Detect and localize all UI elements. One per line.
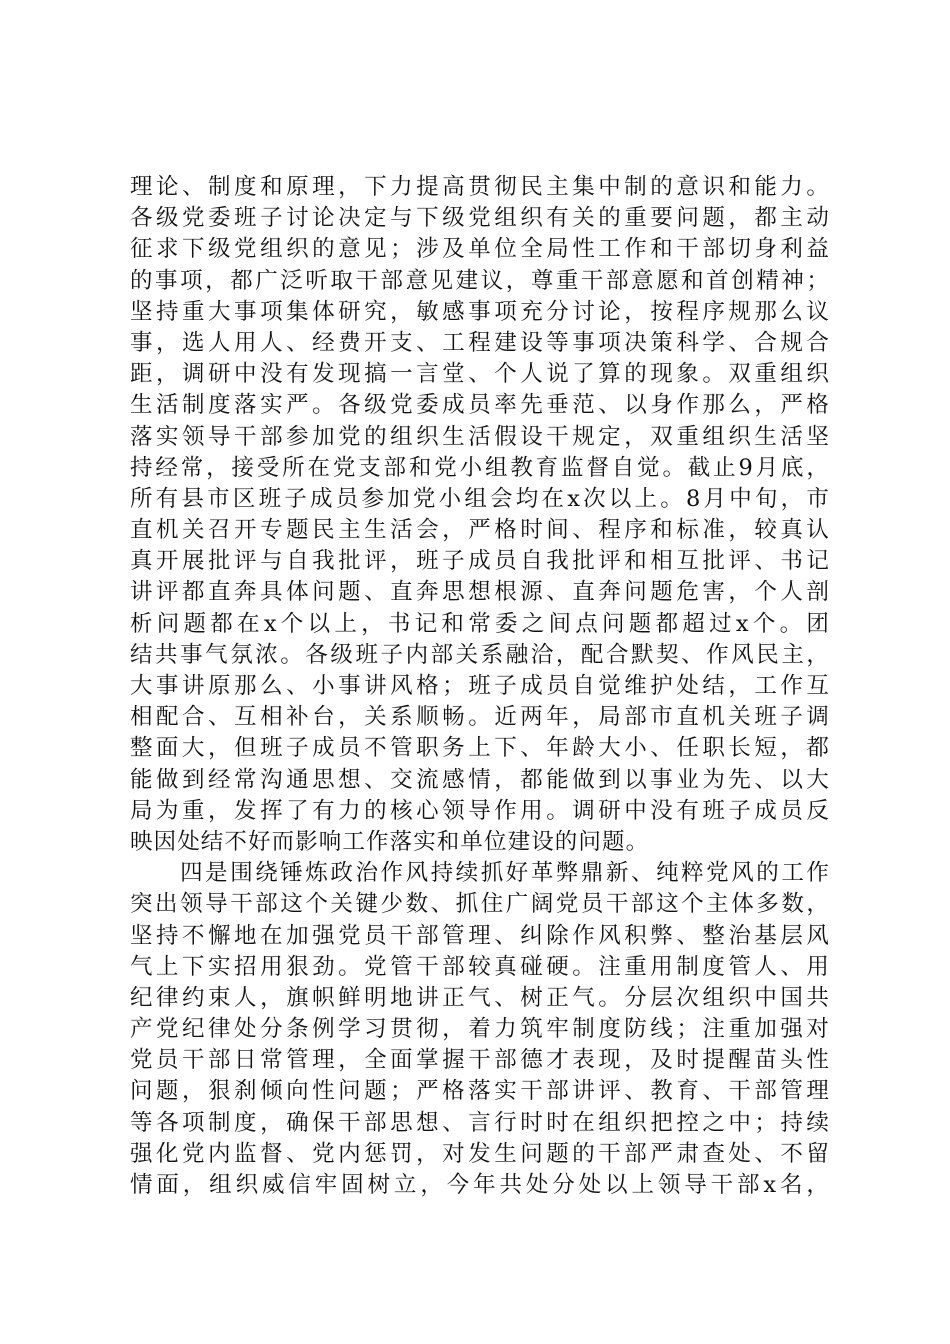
- text-line: 事，选人用人、经费开支、工程建设等事项决策科学、合规合: [130, 329, 830, 356]
- text-line: 大事讲原那么、小事讲风格；班子成员自觉维护处结，工作互: [130, 673, 830, 699]
- text-line: 突出领导干部这个关键少数、抓住广阔党员干部这个主体多数，: [130, 891, 830, 918]
- text-line: 析问题都在x个以上，书记和常委之间点问题都超过x个。团: [130, 610, 830, 637]
- text-line: 理论、制度和原理，下力提高贯彻民主集中制的意识和能力。: [130, 174, 830, 200]
- text-line: 结共事气氛浓。各级班子内部关系融洽，配合默契、作风民主，: [130, 641, 830, 668]
- text-line: 生活制度落实严。各级党委成员率先垂范、以身作那么，严格: [130, 392, 830, 419]
- paragraph-start-line: 四是围绕锤炼政治作风持续抓好革弊鼎新、纯粹党风的工作: [130, 860, 830, 887]
- text-line: 各级党委班子讨论决定与下级党组织有关的重要问题，都主动: [130, 205, 830, 232]
- text-line: 距，调研中没有发现搞一言堂、个人说了算的现象。双重组织: [130, 361, 830, 388]
- text-line: 强化党内监督、党内惩罚，对发生问题的干部严肃查处、不留: [130, 1140, 830, 1167]
- text-line: 能做到经常沟通思想、交流感情，都能做到以事业为先、以大: [130, 766, 830, 793]
- text-line: 落实领导干部参加党的组织生活假设干规定，双重组织生活坚: [130, 423, 830, 450]
- text-line: 真开展批评与自我批评，班子成员自我批评和相互批评、书记: [130, 548, 830, 575]
- body-text: [130, 172, 830, 1201]
- text-line: 直机关召开专题民主生活会，严格时间、程序和标准，较真认: [130, 517, 830, 544]
- text-line: 党员干部日常管理，全面掌握干部德才表现，及时提醒苗头性: [130, 1047, 830, 1074]
- text-line: 局为重，发挥了有力的核心领导作用。调研中没有班子成员反: [130, 797, 830, 824]
- text-line: 产党纪律处分条例学习贯彻，着力筑牢制度防线；注重加强对: [130, 1016, 830, 1043]
- text-line: 情面，组织威信牢固树立，今年共处分处以上领导干部x名，: [130, 1172, 830, 1198]
- text-line: 坚持不懈地在加强党员干部管理、纠除作风积弊、整治基层风: [130, 922, 830, 949]
- text-line: 纪律约束人，旗帜鲜明地讲正气、树正气。分层次组织中国共: [130, 984, 830, 1011]
- text-line: 的事项，都广泛听取干部意见建议，尊重干部意愿和首创精神；: [130, 267, 830, 294]
- text-line: 气上下实招用狠劲。党管干部较真碰硬。注重用制度管人、用: [130, 953, 830, 980]
- paragraph-end-line: 映因处结不好而影响工作落实和单位建设的问题。: [130, 828, 650, 855]
- text-line: 所有县市区班子成员参加党小组会均在x次以上。8月中旬，市: [130, 485, 830, 512]
- text-line: 相配合、互相补台，关系顺畅。近两年，局部市直机关班子调: [130, 704, 830, 731]
- text-line: 等各项制度，确保干部思想、言行时时在组织把控之中；持续: [130, 1109, 830, 1136]
- text-line: 问题，狠刹倾向性问题；严格落实干部讲评、教育、干部管理: [130, 1078, 830, 1105]
- text-line: 讲评都直奔具体问题、直奔思想根源、直奔问题危害，个人剖: [130, 579, 830, 606]
- text-line: 持经常，接受所在党支部和党小组教育监督自觉。截止9月底，: [130, 454, 830, 481]
- text-line: 征求下级党组织的意见；涉及单位全局性工作和干部切身利益: [130, 236, 830, 263]
- text-line: 坚持重大事项集体研究，敏感事项充分讨论，按程序规那么议: [130, 298, 830, 325]
- text-line: 整面大，但班子成员不管职务上下、年龄大小、任职长短，都: [130, 735, 830, 762]
